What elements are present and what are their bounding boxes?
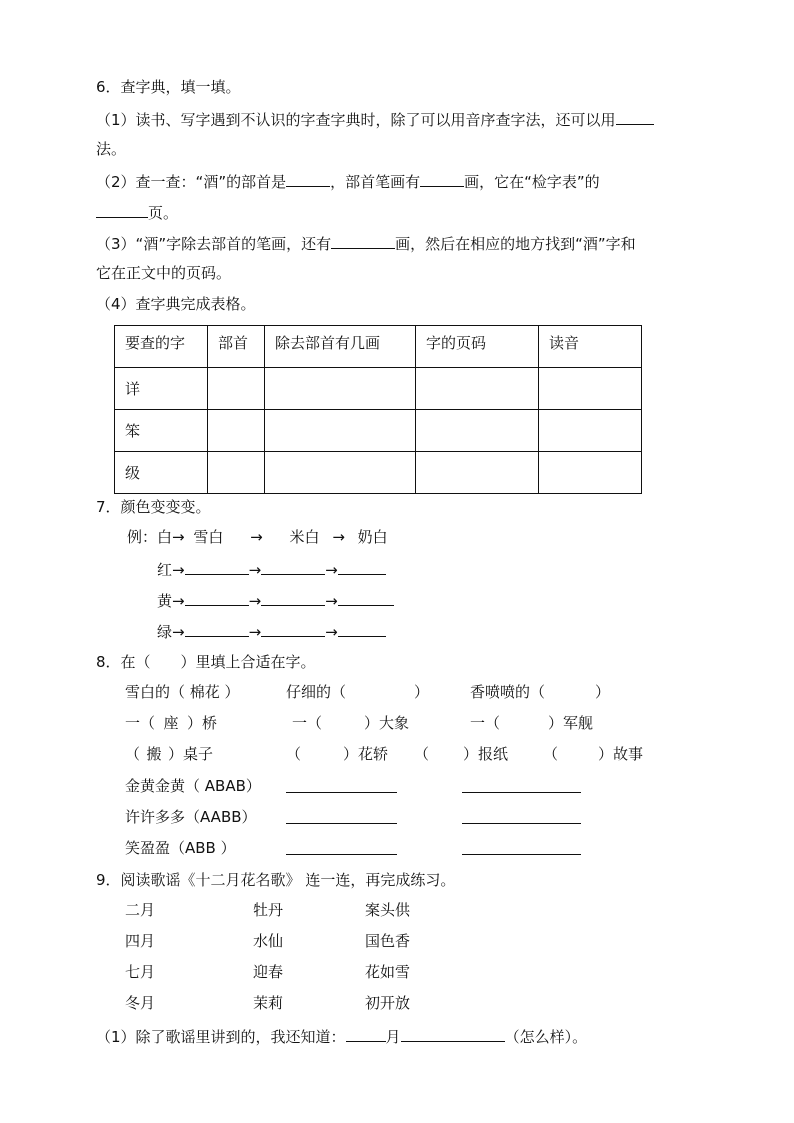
q9-month[interactable]: 四月 bbox=[125, 932, 156, 950]
q7-color-label: 红→ bbox=[157, 561, 185, 579]
q8-item-text: ） bbox=[414, 683, 430, 701]
q7-example-label: 例：白→ bbox=[127, 528, 185, 546]
q8-item-text: ）军舰 bbox=[548, 714, 594, 732]
answer-blank[interactable] bbox=[462, 807, 581, 824]
table-row bbox=[115, 368, 642, 410]
q8-pattern-label: 金黄金黄（ ABAB） bbox=[125, 777, 261, 795]
answer-blank[interactable] bbox=[185, 558, 249, 575]
q6-part2-line1 bbox=[96, 170, 600, 192]
q9-month[interactable]: 七月 bbox=[125, 963, 156, 981]
arrow-icon: → bbox=[250, 528, 263, 546]
q7-example-word: 奶白 bbox=[357, 528, 388, 546]
q9-month[interactable]: 二月 bbox=[125, 901, 156, 919]
q8-item-text: ）大象 bbox=[364, 714, 410, 732]
arrow-icon: → bbox=[325, 592, 338, 610]
q6-part2-text-b: ，部首笔画有 bbox=[330, 173, 421, 191]
q8-item bbox=[125, 713, 217, 733]
table-header-cell: 字的页码 bbox=[416, 326, 539, 368]
answer-blank[interactable] bbox=[338, 558, 386, 575]
q8-title: 8．在（ ）里填上合适在字。 bbox=[96, 653, 316, 671]
q8-item bbox=[414, 744, 508, 764]
q8-item-text: （ bbox=[125, 745, 141, 763]
arrow-icon: → bbox=[248, 623, 262, 641]
q6-part3-line2: 它在正文中的页码。 bbox=[96, 264, 232, 282]
q8-item-text: ）花轿 bbox=[343, 745, 389, 763]
q9-flower[interactable]: 茉莉 bbox=[253, 994, 284, 1012]
table-row bbox=[115, 452, 642, 494]
answer-blank[interactable] bbox=[185, 589, 249, 606]
q8-item-text: （ bbox=[414, 745, 430, 763]
answer-blank[interactable] bbox=[420, 170, 464, 187]
q8-item-text: 香喷喷的（ bbox=[470, 683, 546, 701]
q8-item: 雪白的（ 棉花 ） bbox=[125, 683, 240, 701]
table-answer-cell[interactable] bbox=[208, 452, 265, 494]
q7-row-green bbox=[157, 620, 386, 642]
answer-blank[interactable] bbox=[286, 170, 330, 187]
q8-item-text: ）桥 bbox=[187, 714, 218, 732]
q7-title: 7．颜色变变变。 bbox=[96, 498, 211, 516]
q6-part2-line2 bbox=[96, 201, 178, 223]
table-header-row bbox=[115, 326, 642, 368]
q9-month[interactable]: 冬月 bbox=[125, 994, 156, 1012]
answer-blank[interactable] bbox=[286, 807, 397, 824]
q8-item-text: （ bbox=[286, 745, 302, 763]
table-answer-cell[interactable] bbox=[416, 368, 539, 410]
answer-blank[interactable] bbox=[346, 1025, 386, 1042]
q8-item-text: 一（ bbox=[125, 714, 156, 732]
answer-blank[interactable] bbox=[96, 201, 148, 218]
q7-row-red bbox=[157, 558, 386, 580]
q8-item-answer: 座 bbox=[163, 714, 179, 732]
q6-part3-line1 bbox=[96, 232, 636, 254]
q6-part1-line2: 法。 bbox=[96, 140, 127, 158]
arrow-icon: → bbox=[332, 528, 345, 546]
q9-description[interactable]: 案头供 bbox=[365, 901, 411, 919]
q9-description[interactable]: 初开放 bbox=[365, 994, 411, 1012]
q9-part1-text-b: 月 bbox=[385, 1028, 401, 1046]
table-answer-cell[interactable] bbox=[416, 410, 539, 452]
q7-color-label: 绿→ bbox=[157, 623, 185, 641]
answer-blank[interactable] bbox=[286, 838, 397, 855]
q8-pattern-label: 许许多多（AABB） bbox=[125, 808, 257, 826]
q9-description[interactable]: 花如雪 bbox=[365, 963, 411, 981]
answer-blank[interactable] bbox=[286, 776, 397, 793]
table-header-cell: 读音 bbox=[539, 326, 642, 368]
q8-item-text: 一（ bbox=[292, 714, 323, 732]
q8-item-text: 一（ bbox=[470, 714, 501, 732]
arrow-icon: → bbox=[248, 561, 262, 579]
q6-part3-text-b: 画，然后在相应的地方找到“酒”字和 bbox=[395, 235, 636, 253]
answer-blank[interactable] bbox=[462, 838, 581, 855]
table-answer-cell[interactable] bbox=[265, 452, 416, 494]
table-answer-cell[interactable] bbox=[539, 368, 642, 410]
answer-blank[interactable] bbox=[331, 232, 395, 249]
answer-blank[interactable] bbox=[462, 776, 581, 793]
q6-part1-text: （1）读书、写字遇到不认识的字查字典时，除了可以用音序查字法，还可以用 bbox=[96, 111, 616, 129]
table-header-cell: 除去部首有几画 bbox=[265, 326, 416, 368]
q7-row-yellow bbox=[157, 589, 394, 611]
table-answer-cell[interactable] bbox=[265, 410, 416, 452]
q9-title: 9．阅读歌谣《十二月花名歌》 连一连，再完成练习。 bbox=[96, 871, 456, 889]
q8-item-text: ）桌子 bbox=[168, 745, 214, 763]
q9-flower[interactable]: 牡丹 bbox=[253, 901, 284, 919]
q9-part1-text-c: （怎么样）。 bbox=[504, 1028, 588, 1046]
q8-item-answer: 搬 bbox=[146, 745, 162, 763]
table-row bbox=[115, 410, 642, 452]
q6-part1-line1 bbox=[96, 108, 654, 130]
q6-title: 6．查字典，填一填。 bbox=[96, 78, 241, 96]
q7-color-label: 黄→ bbox=[157, 592, 185, 610]
arrow-icon: → bbox=[325, 561, 338, 579]
q9-part1 bbox=[96, 1025, 587, 1047]
answer-blank[interactable] bbox=[401, 1025, 505, 1042]
table-answer-cell[interactable] bbox=[265, 368, 416, 410]
answer-blank[interactable] bbox=[185, 620, 249, 637]
q6-part2-text-a: （2）查一查：“酒”的部首是 bbox=[96, 173, 287, 191]
q9-flower[interactable]: 迎春 bbox=[253, 963, 284, 981]
answer-blank[interactable] bbox=[261, 620, 325, 637]
q8-item bbox=[543, 744, 643, 764]
answer-blank[interactable] bbox=[261, 589, 325, 606]
table-answer-cell[interactable] bbox=[539, 452, 642, 494]
table-answer-cell[interactable] bbox=[208, 410, 265, 452]
q8-item-text: ） bbox=[595, 683, 611, 701]
q8-item bbox=[286, 744, 388, 764]
q7-example-word: 雪白 bbox=[193, 528, 224, 546]
table-answer-cell[interactable] bbox=[539, 410, 642, 452]
q8-item bbox=[286, 682, 429, 702]
answer-blank[interactable] bbox=[338, 589, 394, 606]
table-answer-cell[interactable] bbox=[416, 452, 539, 494]
answer-blank[interactable] bbox=[338, 620, 386, 637]
q8-pattern-label: 笑盈盈（ABB ） bbox=[125, 839, 236, 857]
q6-part3-text-a: （3）“酒”字除去部首的笔画，还有 bbox=[96, 235, 332, 253]
q8-item bbox=[292, 713, 409, 733]
table-answer-cell[interactable] bbox=[208, 368, 265, 410]
table-char-cell: 笨 bbox=[115, 410, 208, 452]
answer-blank[interactable] bbox=[616, 108, 654, 125]
q9-part1-text-a: （1）除了歌谣里讲到的，我还知道： bbox=[96, 1028, 346, 1046]
q6-part4-text: （4）查字典完成表格。 bbox=[96, 295, 256, 313]
q9-description[interactable]: 国色香 bbox=[365, 932, 411, 950]
dictionary-table bbox=[114, 325, 642, 494]
q7-example bbox=[127, 527, 388, 547]
q9-flower[interactable]: 水仙 bbox=[253, 932, 284, 950]
arrow-icon: → bbox=[248, 592, 262, 610]
q8-item bbox=[470, 682, 610, 702]
q8-item-text: （ bbox=[543, 745, 559, 763]
q8-item bbox=[470, 713, 593, 733]
table-header-cell: 要查的字 bbox=[115, 326, 208, 368]
table-header-cell: 部首 bbox=[208, 326, 265, 368]
q6-part2-text-c: 画，它在“检字表”的 bbox=[464, 173, 600, 191]
q8-item bbox=[125, 744, 213, 764]
q8-item-text: ）报纸 bbox=[463, 745, 509, 763]
q7-example-word: 米白 bbox=[289, 528, 320, 546]
table-char-cell: 详 bbox=[115, 368, 208, 410]
arrow-icon: → bbox=[325, 623, 338, 641]
answer-blank[interactable] bbox=[261, 558, 325, 575]
q8-item-text: ）故事 bbox=[598, 745, 644, 763]
table-char-cell: 级 bbox=[115, 452, 208, 494]
q8-item-text: 仔细的（ bbox=[286, 683, 347, 701]
q6-part2-text-d: 页。 bbox=[148, 204, 179, 222]
